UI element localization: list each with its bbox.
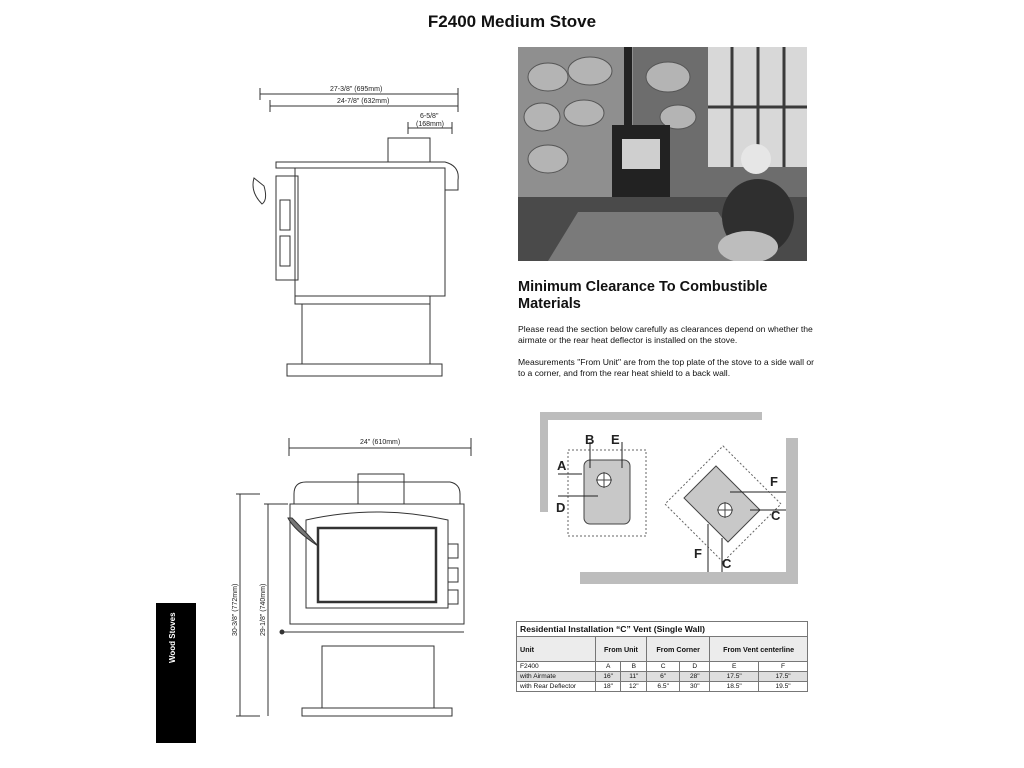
label-f-bottom: F [694, 546, 702, 561]
table-caption: Residential Installation “C” Vent (Single Wall) [517, 622, 808, 637]
table-cell: F2400 [517, 662, 596, 672]
clearance-heading: Minimum Clearance To Combustible Materials [518, 279, 768, 312]
table-cell: E [710, 662, 759, 672]
label-f-right: F [770, 474, 778, 489]
dim-inner-width: 24-7/8" (632mm) [337, 98, 390, 105]
table-cell: 11" [621, 672, 647, 682]
header-unit: Unit [517, 637, 596, 662]
section-side-tab [156, 603, 196, 743]
label-a: A [557, 458, 567, 473]
clearance-table [516, 621, 808, 692]
table-cell: with Airmate [517, 672, 596, 682]
table-cell: 19.5" [759, 682, 808, 692]
header-from-vent: From Vent centerline [710, 637, 808, 662]
table-cell: D [680, 662, 710, 672]
table-cell: 16" [595, 672, 621, 682]
table-cell: 6.5" [647, 682, 680, 692]
table-cell: 17.5" [710, 672, 759, 682]
label-d: D [556, 500, 566, 515]
side-view-drawing [240, 80, 470, 385]
table-row [517, 672, 808, 682]
stove-photo [518, 47, 807, 261]
label-e: E [611, 432, 620, 447]
dim-height-total: 30-3/8" (772mm) [232, 583, 239, 636]
clearance-paragraph-1: Please read the section below carefully as clearances depend on whether the airmate or the rear heat deflector is installed on the stove. [518, 324, 813, 345]
side-tab-label: Wood Stoves [168, 612, 177, 663]
clearance-paragraph-2: Measurements "From Unit" are from the top plate of the stove to a side wall or to a corner, and from the rear heat shield to a back wall. [518, 357, 815, 378]
table-cell: 12" [621, 682, 647, 692]
table-cell: 30" [680, 682, 710, 692]
table-cell: 18.5" [710, 682, 759, 692]
table-cell: with Rear Deflector [517, 682, 596, 692]
clearance-diagram [540, 412, 800, 586]
label-b: B [585, 432, 595, 447]
table-cell: 28" [680, 672, 710, 682]
label-c-right: C [771, 508, 781, 523]
table-cell: 6" [647, 672, 680, 682]
table-header-row [517, 637, 808, 662]
dim-overall-width: 27-3/8" (695mm) [330, 86, 383, 93]
page-title: F2400 Medium Stove [427, 12, 597, 31]
dim-offset-a: 6-5/8" [420, 113, 439, 120]
table-cell: 18" [595, 682, 621, 692]
table-cell: F [759, 662, 808, 672]
table-row [517, 682, 808, 692]
header-from-unit: From Unit [595, 637, 646, 662]
header-from-corner: From Corner [647, 637, 710, 662]
label-c-bottom: C [722, 556, 732, 571]
dim-front-width: 24" (610mm) [360, 439, 401, 446]
dim-offset-b: (168mm) [416, 121, 445, 128]
table-cell: C [647, 662, 680, 672]
table-cell: B [621, 662, 647, 672]
front-view-drawing [222, 436, 480, 728]
dim-height-top: 29-1/8" (740mm) [260, 583, 267, 636]
table-cell: 17.5" [759, 672, 808, 682]
table-row [517, 662, 808, 672]
table-cell: A [595, 662, 621, 672]
